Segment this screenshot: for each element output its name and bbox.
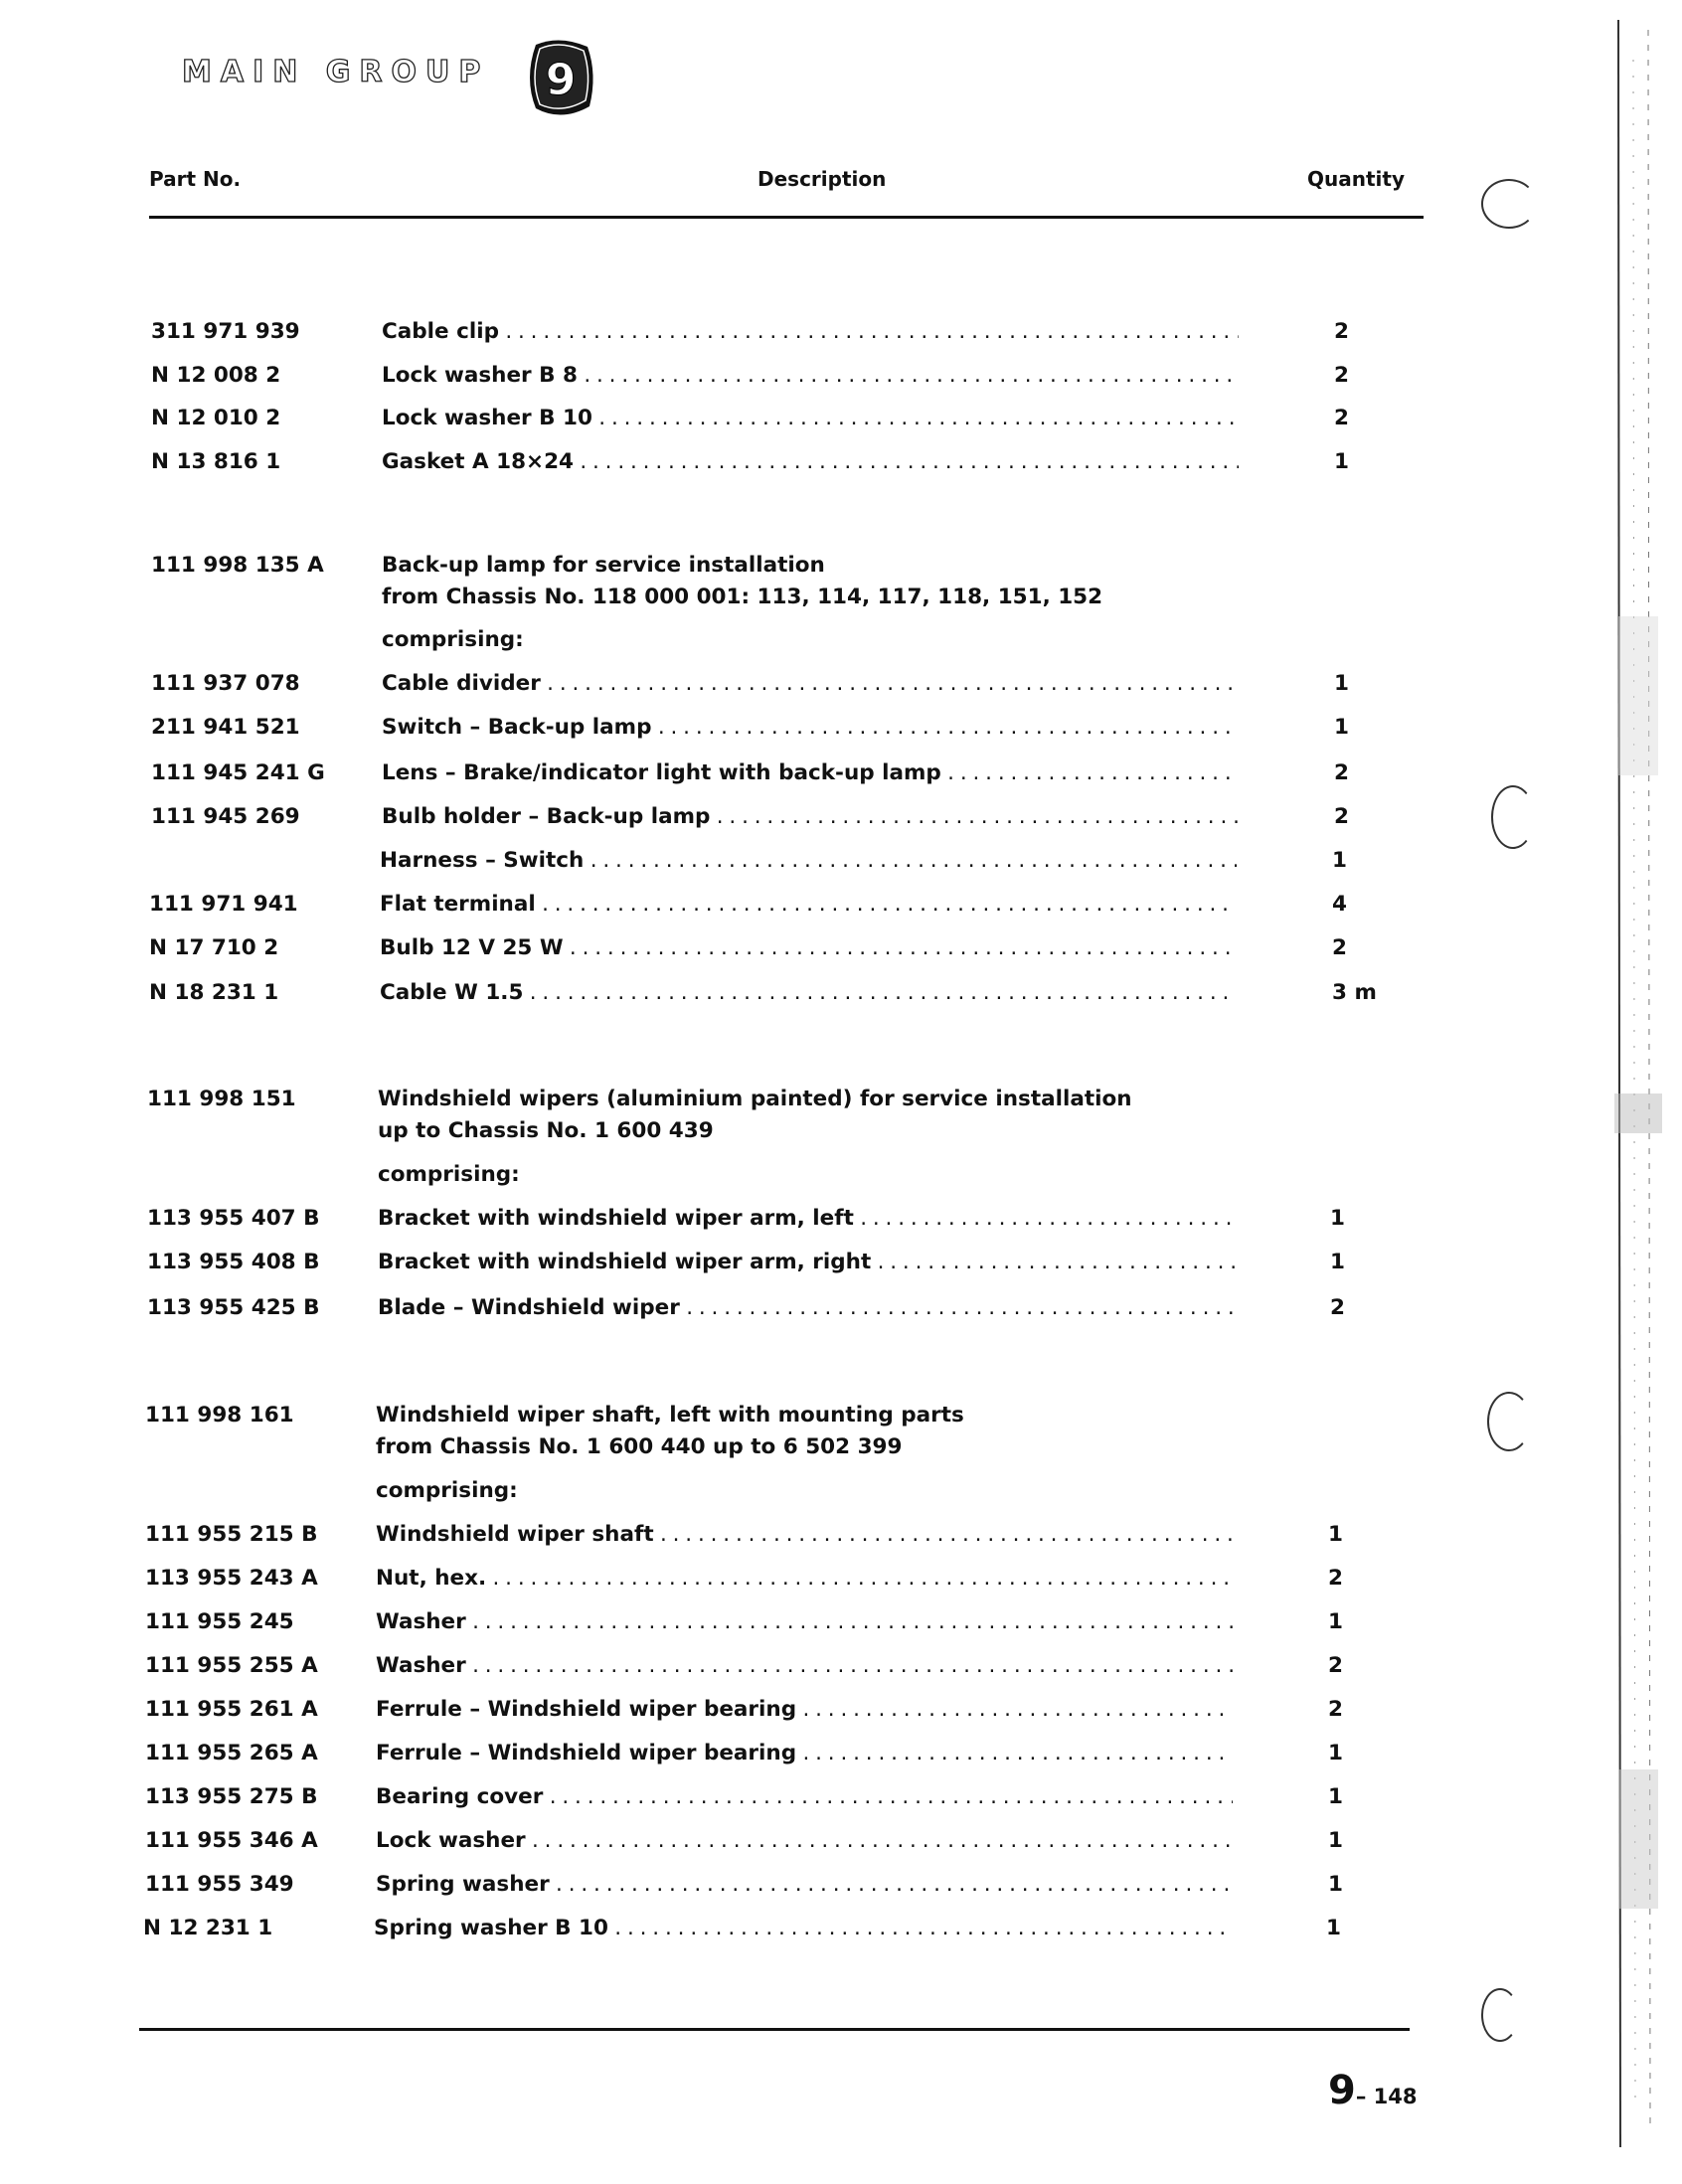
part-quantity: 1 (1330, 1250, 1345, 1274)
part-number: 111 945 269 (151, 804, 300, 829)
part-description: Back-up lamp for service installation (382, 553, 825, 578)
header-rule (149, 216, 1424, 219)
part-description: Lens – Brake/indicator light with back-up lamp . . . (382, 757, 1239, 789)
part-number: 111 945 241 G (151, 760, 325, 785)
punch-hole-mark (1481, 1988, 1519, 2042)
part-quantity: 1 (1328, 1522, 1343, 1547)
part-description: Washer . . . (376, 1606, 1233, 1638)
part-quantity: 2 (1330, 1295, 1345, 1320)
part-quantity: 2 (1328, 1697, 1343, 1722)
part-description: Ferrule – Windshield wiper bearing . . . (376, 1738, 1233, 1769)
part-description: Lock washer . . . (376, 1825, 1233, 1857)
part-description: Spring washer . . . (376, 1869, 1233, 1901)
part-description: Ferrule – Windshield wiper bearing . . . (376, 1694, 1233, 1726)
part-quantity: 1 (1328, 1872, 1343, 1897)
part-quantity: 2 (1328, 1653, 1343, 1678)
part-number: 111 998 161 (145, 1403, 294, 1428)
part-description: Bracket with windshield wiper arm, left . . . (378, 1203, 1235, 1235)
part-description: Gasket A 18×24 . . . (382, 446, 1239, 478)
part-description: Cable divider . . . (382, 668, 1239, 700)
part-quantity: 1 (1328, 1609, 1343, 1634)
part-number: 111 998 135 A (151, 553, 324, 578)
part-description: Nut, hex. . . . (376, 1563, 1233, 1595)
page-sub: – 148 (1355, 2085, 1418, 2108)
part-description: Cable clip . . . (382, 316, 1239, 348)
part-number: 113 955 243 A (145, 1566, 318, 1591)
punch-hole-mark (1481, 179, 1537, 229)
part-description: up to Chassis No. 1 600 439 (378, 1118, 714, 1143)
part-quantity: 1 (1334, 671, 1349, 696)
part-description: Bracket with windshield wiper arm, right . . . (378, 1247, 1235, 1278)
group-number: 9 (545, 55, 577, 105)
col-description: Description (757, 167, 887, 191)
binding-edge-artifact (1579, 20, 1668, 2147)
part-description: Blade – Windshield wiper . . . (378, 1292, 1235, 1324)
part-number: N 17 710 2 (149, 935, 279, 960)
part-number: 111 955 245 (145, 1609, 294, 1634)
part-quantity: 1 (1332, 848, 1347, 873)
part-description: Windshield wipers (aluminium painted) for service installation (378, 1087, 1132, 1111)
part-quantity: 4 (1332, 892, 1347, 917)
footer-rule (139, 2028, 1410, 2031)
part-quantity: 2 (1334, 363, 1349, 388)
part-description: from Chassis No. 118 000 001: 113, 114, 117, 118, 151, 152 (382, 585, 1103, 609)
part-quantity: 2 (1332, 935, 1347, 960)
part-description: Bearing cover . . . (376, 1781, 1233, 1813)
part-description: from Chassis No. 1 600 440 up to 6 502 399 (376, 1434, 903, 1459)
part-quantity: 1 (1334, 715, 1349, 740)
part-quantity: 2 (1334, 406, 1349, 430)
part-number: 113 955 425 B (147, 1295, 320, 1320)
part-description: Windshield wiper shaft, left with mounting parts (376, 1403, 964, 1428)
part-number: N 12 010 2 (151, 406, 281, 430)
part-description: Windshield wiper shaft . . . (376, 1519, 1233, 1551)
part-quantity: 3 m (1332, 980, 1377, 1005)
part-number: N 12 231 1 (143, 1916, 273, 1940)
part-description: Flat terminal . . . (380, 889, 1237, 921)
main-group-title: MAIN GROUP (182, 55, 490, 89)
part-number: N 18 231 1 (149, 980, 279, 1005)
part-description: comprising: (376, 1478, 518, 1503)
part-number: 311 971 939 (151, 319, 300, 344)
part-description: Switch – Back-up lamp . . . (382, 712, 1239, 744)
col-part-no: Part No. (149, 167, 242, 191)
part-quantity: 1 (1326, 1916, 1341, 1940)
part-quantity: 1 (1330, 1206, 1345, 1231)
punch-hole-mark (1487, 1392, 1531, 1451)
part-number: 111 955 215 B (145, 1522, 318, 1547)
part-number: 111 955 349 (145, 1872, 294, 1897)
part-number: N 12 008 2 (151, 363, 281, 388)
part-number: 111 971 941 (149, 892, 298, 917)
part-description: Spring washer B 10 . . . (374, 1913, 1231, 1944)
part-number: 111 998 151 (147, 1087, 296, 1111)
page-number (1328, 2068, 1418, 2113)
part-description: Harness – Switch . . . (380, 845, 1237, 877)
part-description: comprising: (382, 627, 524, 652)
part-description: Lock washer B 8 . . . (382, 360, 1239, 392)
part-number: 111 955 346 A (145, 1828, 318, 1853)
col-quantity: Quantity (1307, 167, 1405, 191)
group-number-badge (522, 35, 599, 122)
part-number: 113 955 275 B (145, 1784, 318, 1809)
part-number: N 13 816 1 (151, 449, 281, 474)
part-quantity: 1 (1328, 1828, 1343, 1853)
part-quantity: 2 (1334, 319, 1349, 344)
part-description: Washer . . . (376, 1650, 1233, 1682)
part-quantity: 1 (1328, 1784, 1343, 1809)
part-quantity: 2 (1334, 804, 1349, 829)
part-description: Cable W 1.5 . . . (380, 977, 1237, 1009)
part-number: 111 937 078 (151, 671, 300, 696)
part-quantity: 1 (1328, 1741, 1343, 1765)
part-number: 111 955 265 A (145, 1741, 318, 1765)
part-quantity: 1 (1334, 449, 1349, 474)
part-description: Bulb 12 V 25 W . . . (380, 932, 1237, 964)
part-number: 111 955 255 A (145, 1653, 318, 1678)
part-description: Lock washer B 10 . . . (382, 403, 1239, 434)
page-main: 9 (1328, 2068, 1356, 2113)
part-number: 113 955 407 B (147, 1206, 320, 1231)
part-description: comprising: (378, 1162, 520, 1187)
part-quantity: 2 (1334, 760, 1349, 785)
part-number: 111 955 261 A (145, 1697, 318, 1722)
part-number: 211 941 521 (151, 715, 300, 740)
part-description: Bulb holder – Back-up lamp . . . (382, 801, 1239, 833)
part-number: 113 955 408 B (147, 1250, 320, 1274)
part-quantity: 2 (1328, 1566, 1343, 1591)
punch-hole-mark (1491, 785, 1535, 849)
